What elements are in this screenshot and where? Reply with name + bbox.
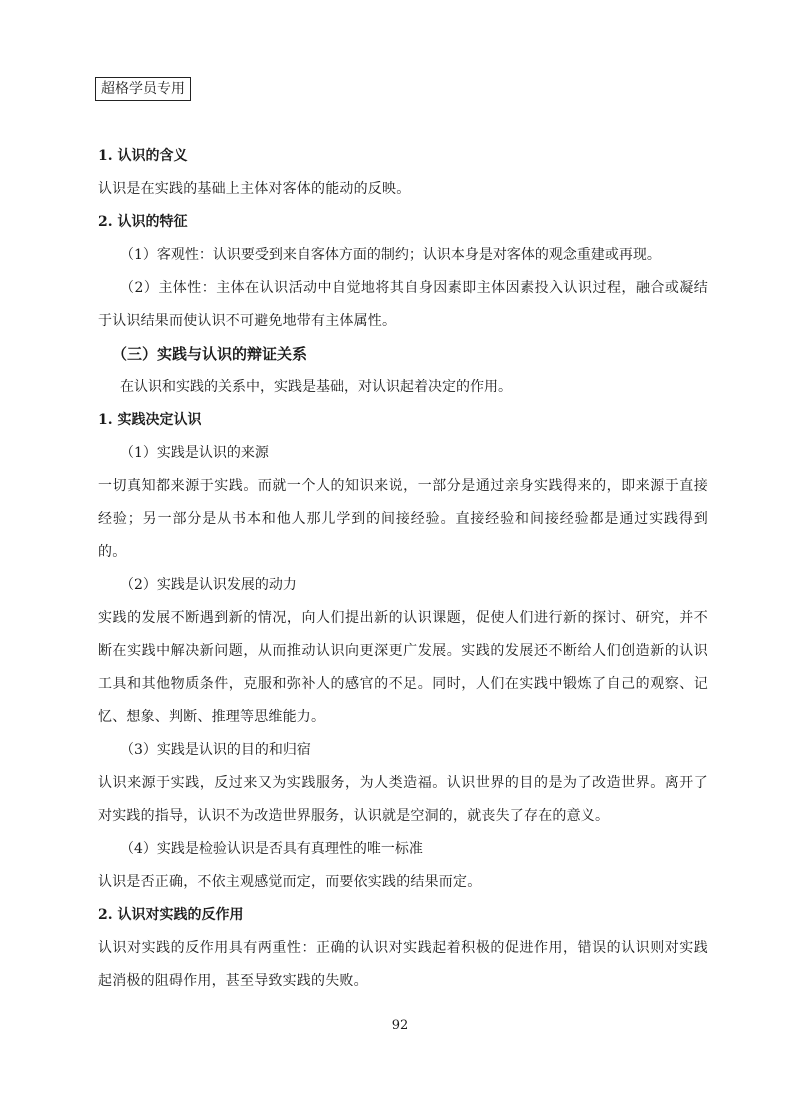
paragraph-purpose: 认识来源于实践，反过来又为实践服务，为人类造福。认识世界的目的是为了改造世界。离开了对实践的指导，认识不为改造世界服务，认识就是空洞的，就丧失了存在的意义。 [98,775,708,824]
paragraph-driving-force: 实践的发展不断遇到新的情况，向人们提出新的认识课题，促使人们进行新的探讨、研究，并不断在实践中解决新问题，从而推动认识向更深更广发展。实践的发展还不断给人们创造新的认识工具和其他物质条件，克服和弥补人的感官的不足。同时，人们在实践中锻炼了自己的观察、记忆、想象、判断、推理等思维能力。 [98,610,708,725]
subheading-purpose: （3）实践是认识的目的和归宿 [120,742,311,758]
heading-cognition-reaction: 2. 认识对实践的反作用 [98,907,244,923]
heading-practice-determines: 1. 实践决定认识 [98,412,202,428]
heading-meaning-of-cognition: 1. 认识的含义 [98,148,188,164]
section-heading-dialectical-relation: （三）实践与认识的辩证关系 [112,345,308,363]
paragraph-practice-basis: 在认识和实践的关系中，实践是基础，对认识起着决定的作用。 [120,379,512,395]
paragraph-criterion: 认识是否正确，不依主观感觉而定，而要依实践的结果而定。 [98,874,482,890]
page-number: 92 [391,1018,409,1033]
paragraph-source: 一切真知都来源于实践。而就一个人的知识来说，一部分是通过亲身实践得来的，即来源于直接经验；另一部分是从书本和他人那儿学到的间接经验。直接经验和间接经验都是通过实践得到的。 [98,478,708,560]
paragraph-reaction: 认识对实践的反作用具有两重性：正确的认识对实践起着积极的促进作用，错误的认识则对实践起消极的阻碍作用，甚至导致实践的失败。 [98,940,708,989]
subheading-criterion: （4）实践是检验认识是否具有真理性的唯一标准 [120,841,423,857]
stamp-label: 超格学员专用 [95,77,191,101]
subheading-source: （1）实践是认识的来源 [120,445,269,461]
page-content [98,140,708,998]
subheading-driving-force: （2）实践是认识发展的动力 [120,577,297,593]
paragraph-definition: 认识是在实践的基础上主体对客体的能动的反映。 [98,181,411,197]
heading-cognition-features: 2. 认识的特征 [98,214,188,230]
item-objectivity: （1）客观性：认识要受到来自客体方面的制约；认识本身是对客体的观念重建或再现。 [120,247,661,263]
item-subjectivity: （2）主体性：主体在认识活动中自觉地将其自身因素即主体因素投入认识过程，融合或凝结于认识结果而使认识不可避免地带有主体属性。 [98,280,708,329]
